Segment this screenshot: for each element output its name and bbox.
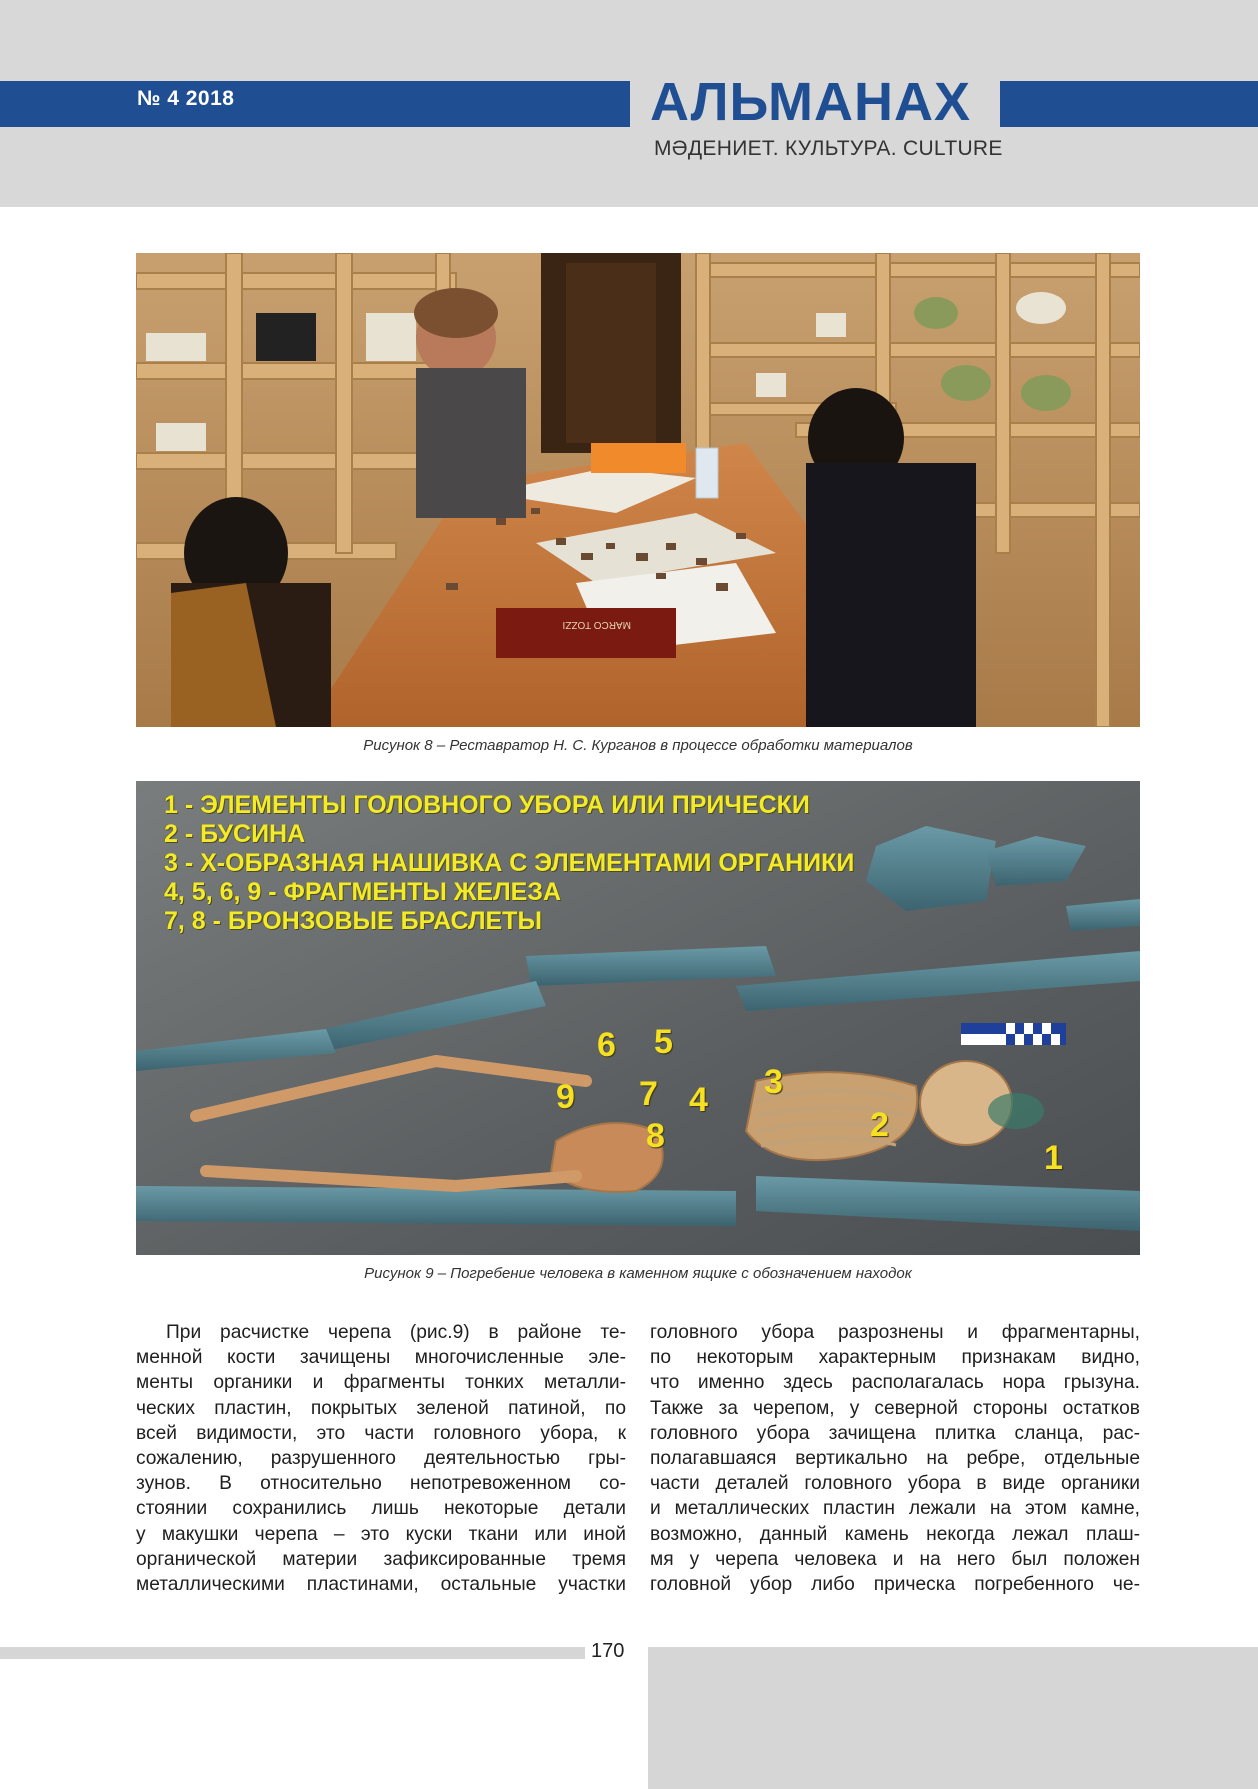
body-line: ческих пластин, покрытых зеленой патиной, по xyxy=(136,1397,626,1419)
figure-9-caption: Рисунок 9 – Погребение человека в каменном ящике с обозначением находок xyxy=(364,1265,912,1282)
find-label-3: 3 xyxy=(764,1063,783,1101)
body-line: головного убора зачищена плитка сланца, рас- xyxy=(650,1422,1140,1444)
issue-number: № 4 2018 xyxy=(137,87,235,110)
magazine-subtitle: МӘДЕНИЕТ. КУЛЬТУРА. CULTURE xyxy=(654,137,1003,160)
body-line: возможно, данный камень некогда лежал плаш- xyxy=(650,1523,1140,1545)
body-line: головной убор либо прическа погребенного че- xyxy=(650,1574,1140,1596)
legend-item-3: 3 - Х-ОБРАЗНАЯ НАШИВКА С ЭЛЕМЕНТАМИ ОРГАНИКИ xyxy=(164,849,855,877)
find-label-6: 6 xyxy=(597,1026,616,1064)
body-line: и металлических пластин лежали на этом камне, xyxy=(650,1498,1140,1520)
body-line: сожалению, разрушенного деятельностью гры- xyxy=(136,1448,626,1470)
restoration-lab-illustration xyxy=(136,253,1140,727)
figure-8-caption: Рисунок 8 – Реставратор Н. С. Курганов в процессе обработки материалов xyxy=(363,737,913,754)
figure-8-photo xyxy=(136,253,1140,727)
body-line: всей видимости, это части головного убора, к xyxy=(136,1422,626,1444)
body-line: головного убора разрознены и фрагментарны, xyxy=(650,1322,1140,1343)
body-line: стоянии сохранились лишь некоторые детали xyxy=(136,1498,626,1520)
figure-9-photo xyxy=(136,781,1140,1255)
body-line: у макушки черепа – это куски ткани или иной xyxy=(136,1523,626,1545)
header-bar-right xyxy=(1000,81,1258,127)
find-label-5: 5 xyxy=(654,1023,673,1061)
find-label-7: 7 xyxy=(639,1075,658,1113)
legend-item-1: 1 - ЭЛЕМЕНТЫ ГОЛОВНОГО УБОРА ИЛИ ПРИЧЕСКИ xyxy=(164,791,810,819)
page-number: 170 xyxy=(591,1640,625,1662)
magazine-title: АЛЬМАНАХ xyxy=(650,72,972,132)
find-label-4: 4 xyxy=(689,1081,708,1119)
find-label-2: 2 xyxy=(870,1106,889,1144)
body-line: мя у черепа человека и на него был положен xyxy=(650,1548,1140,1570)
body-line: полагавшаяся вертикально на ребре, отдельные xyxy=(650,1448,1140,1470)
legend-item-2: 2 - БУСИНА xyxy=(164,820,306,848)
header-bar-left xyxy=(0,81,630,127)
box-label: MARCO TOZZI xyxy=(562,619,631,630)
body-line: органической материи зафиксированные тремя xyxy=(136,1548,626,1570)
legend-item-5: 7, 8 - БРОНЗОВЫЕ БРАСЛЕТЫ xyxy=(164,907,542,935)
body-line: металлическими пластинами, остальные участки xyxy=(136,1574,626,1596)
body-line: Также за черепом, у северной стороны остатков xyxy=(650,1397,1140,1419)
find-label-1: 1 xyxy=(1044,1139,1063,1177)
body-line: менной кости зачищены многочисленные эле- xyxy=(136,1347,626,1369)
find-legend xyxy=(164,791,854,936)
body-text-right-column xyxy=(650,1320,1140,1597)
body-text-left-column xyxy=(136,1320,626,1597)
body-line: При расчистке черепа (рис.9) в районе те- xyxy=(166,1322,626,1343)
body-line: менты органики и фрагменты тонких металли- xyxy=(136,1372,626,1394)
body-line: по некоторым характерным признакам видно, xyxy=(650,1347,1140,1369)
find-label-8: 8 xyxy=(646,1117,665,1155)
body-line: части деталей головного убора в виде органики xyxy=(650,1473,1140,1495)
footer-block-right xyxy=(648,1647,1258,1789)
body-line: что именно здесь располагалась нора грызуна. xyxy=(650,1372,1140,1394)
footer-bar-left xyxy=(0,1647,585,1659)
find-label-9: 9 xyxy=(556,1078,575,1116)
body-line: зунов. В относительно непотревоженном со- xyxy=(136,1473,626,1495)
legend-item-4: 4, 5, 6, 9 - ФРАГМЕНТЫ ЖЕЛЕЗА xyxy=(164,878,561,906)
